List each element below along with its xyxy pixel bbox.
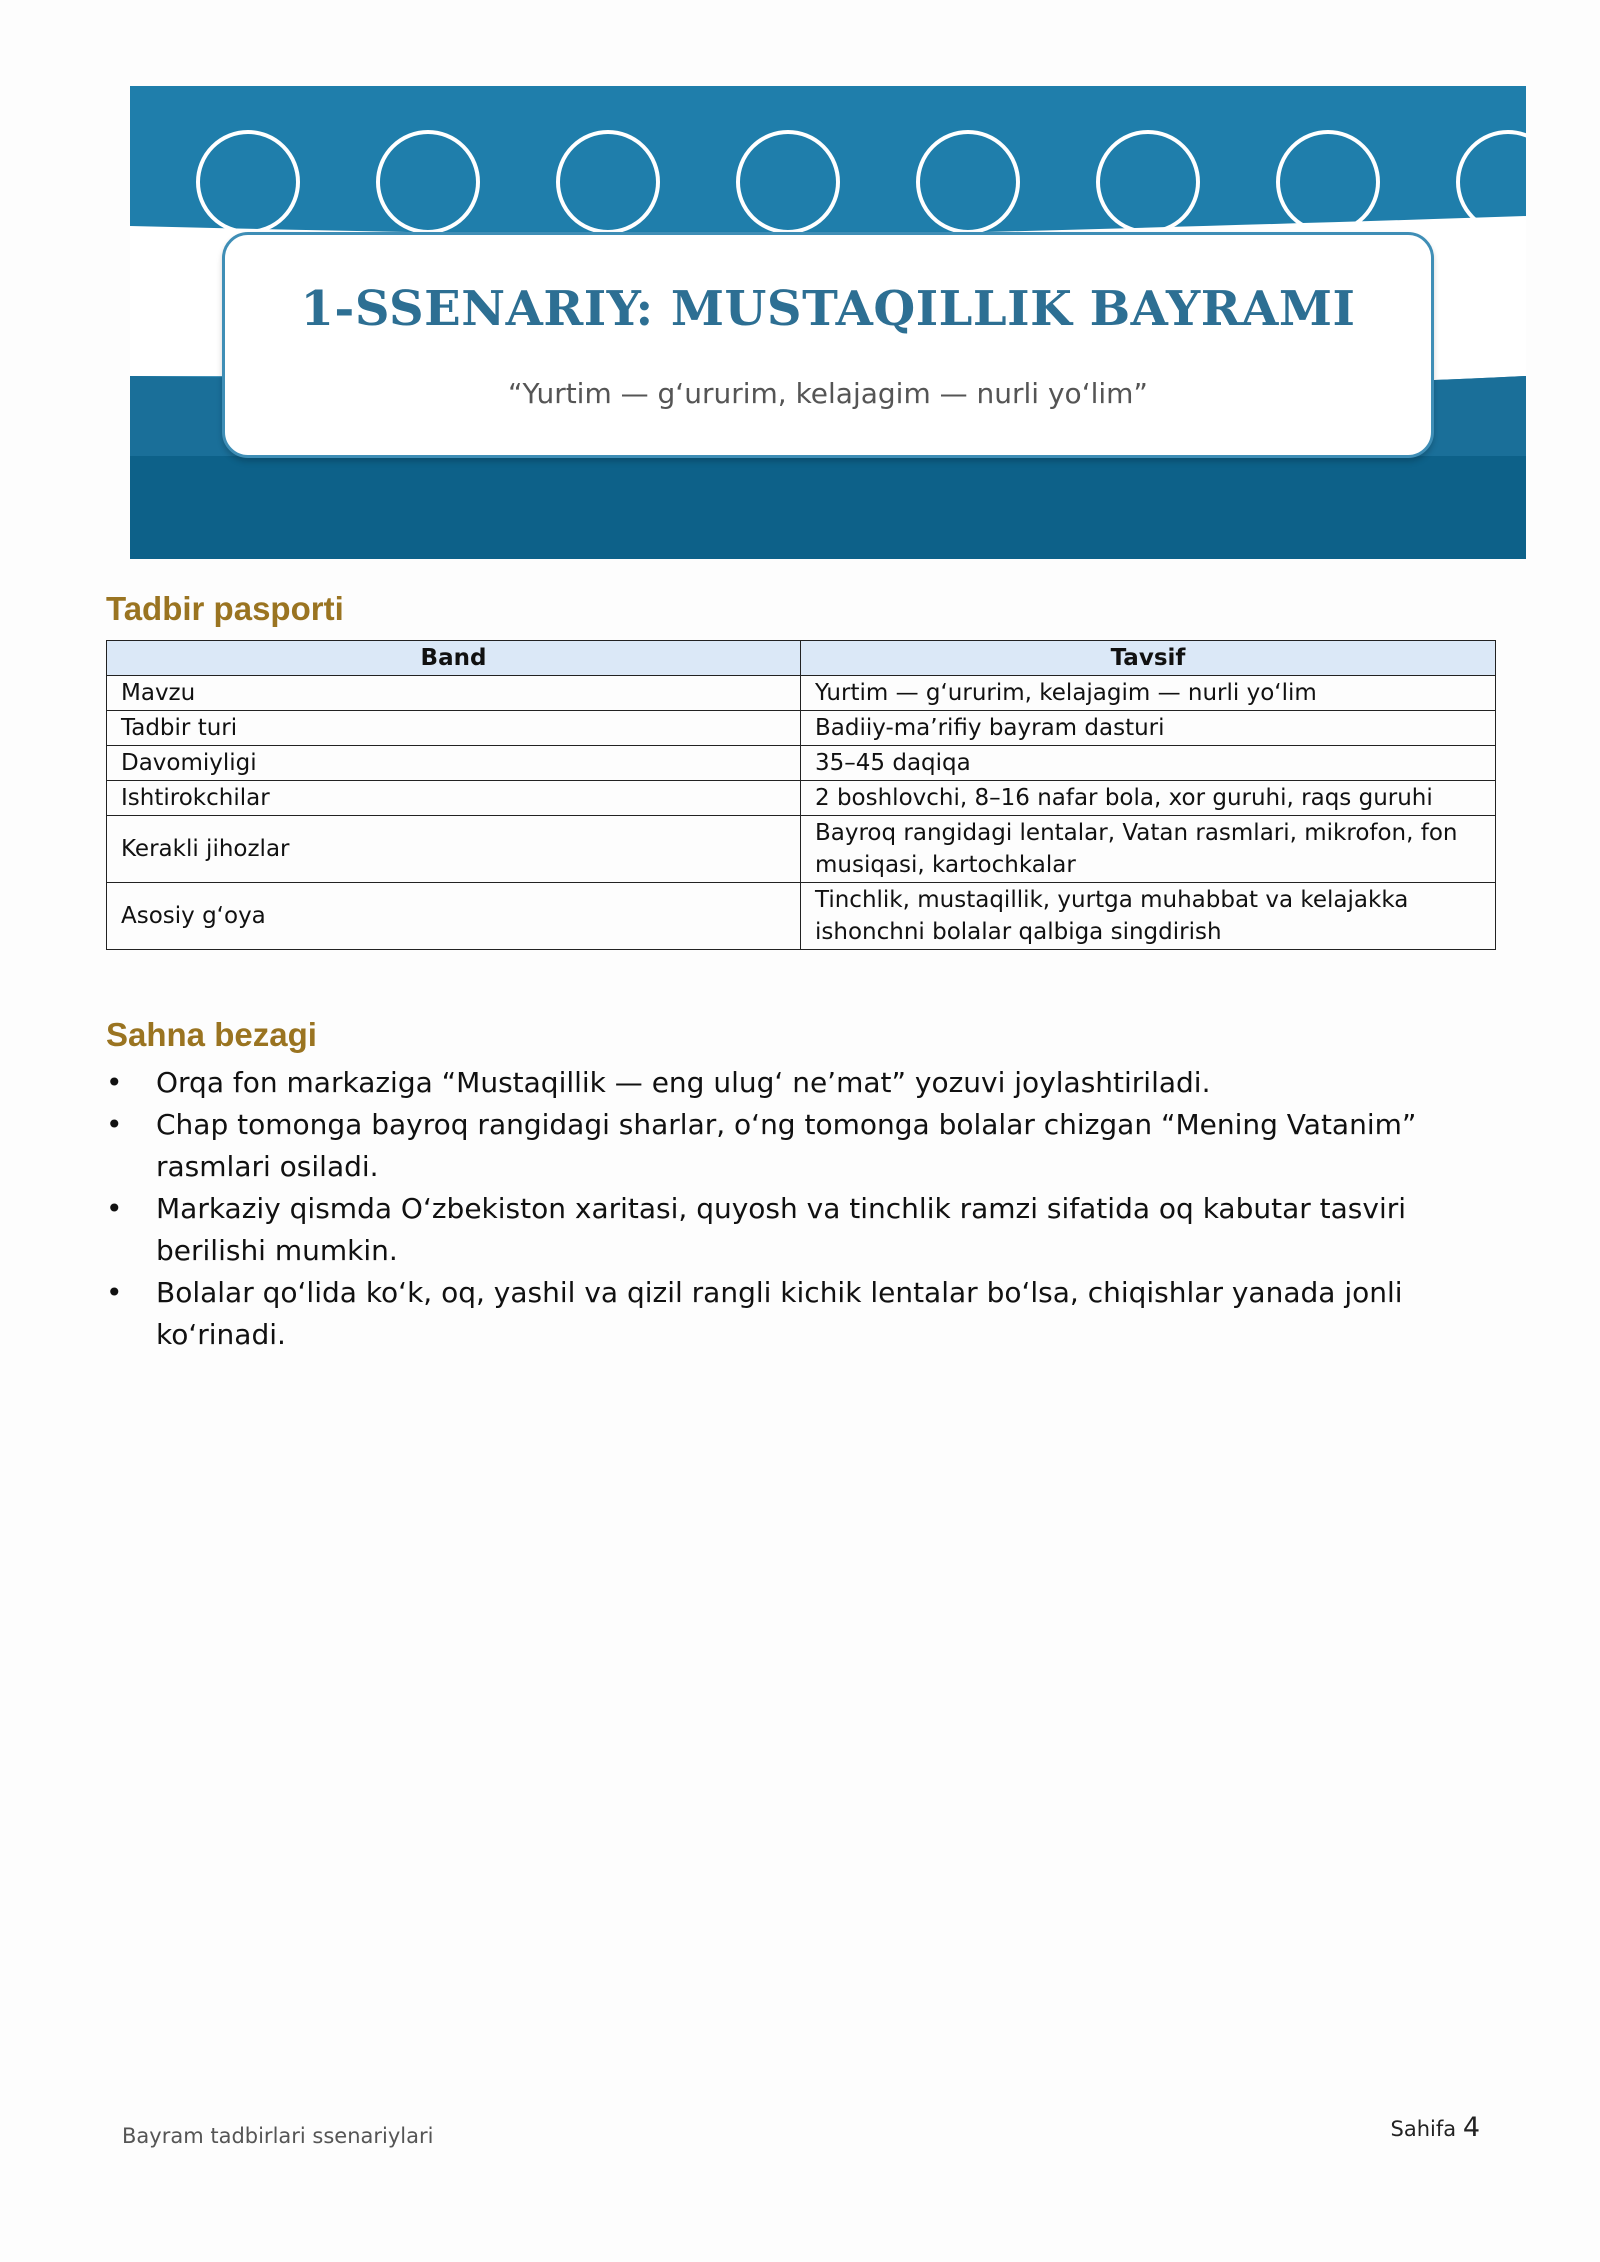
footer-page-indicator <box>1391 2112 1480 2143</box>
footer-document-title: Bayram tadbirlari ssenariylari <box>122 2124 434 2148</box>
page-number: 4 <box>1462 2112 1480 2143</box>
list-item <box>106 1062 1506 1104</box>
page-label: Sahifa <box>1390 2117 1457 2141</box>
table-cell: Tadbir turi <box>107 711 801 746</box>
list-item-text: Bolalar qo‘lida ko‘k, oq, yashil va qizil rangli kichik lentalar bo‘lsa, chiqishlar yanada jonli ko‘rinadi. <box>156 1276 1403 1351</box>
table-row <box>107 676 1496 711</box>
stage-list <box>106 1062 1506 1356</box>
bullet-icon: • <box>106 1192 123 1225</box>
table-cell: 2 boshlovchi, 8–16 nafar bola, xor guruhi, raqs guruhi <box>801 781 1496 816</box>
column-header-tavsif: Tavsif <box>801 641 1496 676</box>
bullet-icon: • <box>106 1066 123 1099</box>
list-item <box>106 1272 1506 1356</box>
table-header-row <box>107 641 1496 676</box>
table-cell: Asosiy g‘oya <box>107 883 801 950</box>
column-header-band: Band <box>107 641 801 676</box>
table-cell: Tinchlik, mustaqillik, yurtga muhabbat va kelajakka ishonchni bolalar qalbiga singdirish <box>801 883 1496 950</box>
table-row <box>107 746 1496 781</box>
table-row <box>107 816 1496 883</box>
list-item <box>106 1104 1506 1188</box>
bullet-icon: • <box>106 1276 123 1309</box>
table-cell: Badiiy-ma’rifiy bayram dasturi <box>801 711 1496 746</box>
table-cell: Davomiyligi <box>107 746 801 781</box>
passport-table <box>106 640 1496 950</box>
table-cell: Mavzu <box>107 676 801 711</box>
scenario-title: 1-SSENARIY: MUSTAQILLIK BAYRAMI <box>300 281 1356 337</box>
stage-heading: Sahna bezagi <box>106 1016 317 1053</box>
bullet-icon: • <box>106 1108 123 1141</box>
banner-card <box>222 232 1434 458</box>
table-cell: Bayroq rangidagi lentalar, Vatan rasmlari, mikrofon, fon musiqasi, kartochkalar <box>801 816 1496 883</box>
list-item-text: Chap tomonga bayroq rangidagi sharlar, o‘ng tomonga bolalar chizgan “Mening Vatanim” rasmlari osiladi. <box>156 1108 1417 1183</box>
table-cell: 35–45 daqiqa <box>801 746 1496 781</box>
list-item-text: Markaziy qismda O‘zbekiston xaritasi, quyosh va tinchlik ramzi sifatida oq kabutar tasviri berilishi mumkin. <box>156 1192 1407 1267</box>
table-cell: Yurtim — g‘ururim, kelajagim — nurli yo‘lim <box>801 676 1496 711</box>
table-row <box>107 711 1496 746</box>
list-item-text: Orqa fon markaziga “Mustaqillik — eng ulug‘ ne’mat” yozuvi joylashtiriladi. <box>156 1066 1211 1099</box>
scenario-subtitle: “Yurtim — g‘ururim, kelajagim — nurli yo‘lim” <box>508 377 1148 410</box>
table-cell: Kerakli jihozlar <box>107 816 801 883</box>
passport-heading: Tadbir pasporti <box>106 590 344 627</box>
table-cell: Ishtirokchilar <box>107 781 801 816</box>
list-item <box>106 1188 1506 1272</box>
table-row <box>107 883 1496 950</box>
table-row <box>107 781 1496 816</box>
